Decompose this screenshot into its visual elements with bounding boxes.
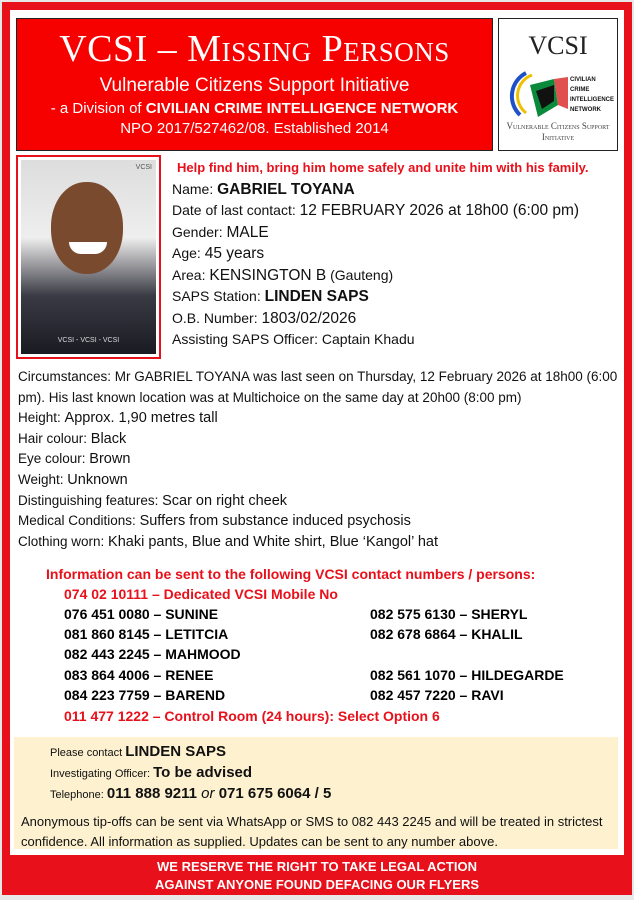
help-message: Help find him, bring him home safely and unite him with his family. [177, 160, 589, 175]
label: Height: [18, 410, 65, 426]
person-info [172, 158, 588, 350]
assisting-officer: Captain Khadu [321, 331, 415, 347]
details [18, 367, 618, 552]
value: Khaki pants, Blue and White shirt, Blue ‘Kangol’ hat [108, 533, 438, 550]
warning-line-2: AGAINST ANYONE FOUND DEFACING OUR FLYERS [154, 877, 480, 892]
svg-text:CRIME: CRIME [570, 87, 590, 93]
dedicated-number: 074 02 10111 – Dedicated VCSI Mobile No [64, 586, 338, 602]
npo-line: NPO 2017/527462/08. Established 2014 [120, 120, 389, 137]
value: Unknown [67, 471, 128, 488]
label: Telephone: [50, 789, 107, 801]
photo-corner-logo: VCSI [135, 164, 152, 171]
legal-warning [0, 858, 634, 894]
date-row [172, 200, 588, 222]
telephone-2: 071 675 6064 / 5 [218, 785, 332, 802]
medical-row [18, 511, 618, 532]
label: Weight: [18, 471, 68, 487]
page-title: VCSI – Missing Persons [59, 28, 450, 70]
label: Circumstances: [18, 369, 115, 384]
label: Clothing worn: [18, 533, 109, 549]
anonymous-tipoff-note: Anonymous tip-offs can be sent via WhatsApp or SMS to 082 443 2245 and will be treated in strictest confidence. All information as supplied. Updates can be sent to any number above. [21, 814, 603, 849]
control-room-number: 011 477 1222 – Control Room (24 hours): Select Option 6 [64, 708, 440, 724]
age-row [172, 243, 588, 265]
label: Eye colour: [18, 451, 90, 467]
name-row [172, 179, 588, 201]
circumstances [18, 367, 618, 408]
value: Suffers from substance induced psychosis [139, 513, 411, 530]
label: Area: [172, 266, 210, 283]
telephone-1: 011 888 9211 [106, 785, 197, 802]
area-region: (Gauteng) [326, 266, 394, 283]
officer-row [172, 329, 588, 350]
ob-number: 1803/02/2026 [261, 309, 357, 327]
contact-item: 082 575 6130 – SHERYL [370, 606, 528, 622]
vcsi-logo [498, 18, 618, 151]
svg-text:INTELLIGENCE: INTELLIGENCE [570, 97, 615, 103]
label: Distinguishing features: [18, 492, 163, 508]
svg-text:CIVILIAN: CIVILIAN [570, 77, 596, 83]
telephone-row [50, 785, 331, 802]
value: Brown [89, 451, 131, 468]
value: Black [90, 430, 127, 447]
photo-watermark: VCSI - VCSI - VCSI [57, 337, 120, 344]
smile [69, 242, 107, 254]
value: Mr GABRIEL TOYANA was last seen on Thursday, 12 February 2026 at 18h00 (6:00 pm). His last known location was at Multichoice on the same day at 20h00 (8:00 pm) [18, 369, 618, 405]
missing-person-photo [16, 155, 161, 359]
label: Investigating Officer: [50, 768, 154, 780]
gender-row [172, 222, 588, 244]
area: KENSINGTON B [209, 266, 327, 284]
value: Scar on right cheek [162, 492, 288, 509]
weight-row [18, 470, 618, 491]
contact-item: 076 451 0080 – SUNINE [64, 606, 219, 622]
label: O.B. Number: [172, 309, 262, 326]
division-name: CIVILIAN CRIME INTELLIGENCE NETWORK [145, 100, 459, 117]
features-row [18, 491, 618, 512]
logo-emblem-icon [508, 65, 615, 121]
label: Date of last contact: [172, 202, 300, 218]
svg-text:NETWORK: NETWORK [570, 107, 601, 113]
label: Gender: [172, 223, 227, 240]
contact-item: 082 561 1070 – HILDEGARDE [370, 667, 564, 683]
label: Medical Conditions: [18, 513, 140, 529]
station: LINDEN SAPS [125, 743, 227, 760]
or: or [197, 785, 219, 802]
saps-station: LINDEN SAPS [264, 288, 369, 305]
logo-tagline: Vulnerable Citizens Support Initiative [506, 121, 610, 142]
investigating-officer-row [50, 764, 252, 781]
contact-item: 084 223 7759 – BAREND [64, 687, 226, 703]
contacts-heading: Information can be sent to the following VCSI contact numbers / persons: [46, 566, 536, 582]
eye-row [18, 449, 618, 470]
label: SAPS Station: [172, 288, 265, 304]
last-contact-date: 12 FEBRUARY 2026 at 18h00 (6:00 pm) [299, 202, 580, 219]
ob-row [172, 308, 588, 330]
contact-item: 082 678 6864 – KHALIL [370, 626, 523, 642]
contact-station-row [50, 743, 226, 760]
clothing-row [18, 532, 618, 553]
person-name: GABRIEL TOYANA [217, 180, 355, 198]
label: Please contact [50, 747, 126, 759]
value: Approx. 1,90 metres tall [64, 410, 218, 427]
logo-name: VCSI [528, 31, 588, 60]
label: Age: [172, 245, 205, 261]
header-banner [16, 18, 493, 151]
height-row [18, 408, 618, 429]
contact-item: 082 443 2245 – MAHMOOD [64, 646, 241, 662]
contact-item: 083 864 4006 – RENEE [64, 667, 214, 683]
division-line [17, 100, 492, 117]
age: 45 years [204, 245, 265, 262]
label: Assisting SAPS Officer: [172, 331, 322, 347]
label: Hair colour: [18, 430, 91, 446]
station-row [172, 286, 588, 308]
contact-item: 082 457 7220 – RAVI [370, 687, 504, 703]
area-row [172, 265, 588, 287]
division-prefix: - a Division of [50, 100, 146, 117]
police-contact-box [14, 737, 618, 849]
label: Name: [172, 180, 218, 197]
gender: MALE [226, 223, 269, 241]
subtitle: Vulnerable Citizens Support Initiative [99, 75, 410, 96]
hair-row [18, 429, 618, 450]
face [51, 182, 123, 274]
investigating-officer: To be advised [153, 764, 253, 781]
contact-item: 081 860 8145 – LETITCIA [64, 626, 229, 642]
warning-line-1: WE RESERVE THE RIGHT TO TAKE LEGAL ACTION [157, 859, 477, 874]
